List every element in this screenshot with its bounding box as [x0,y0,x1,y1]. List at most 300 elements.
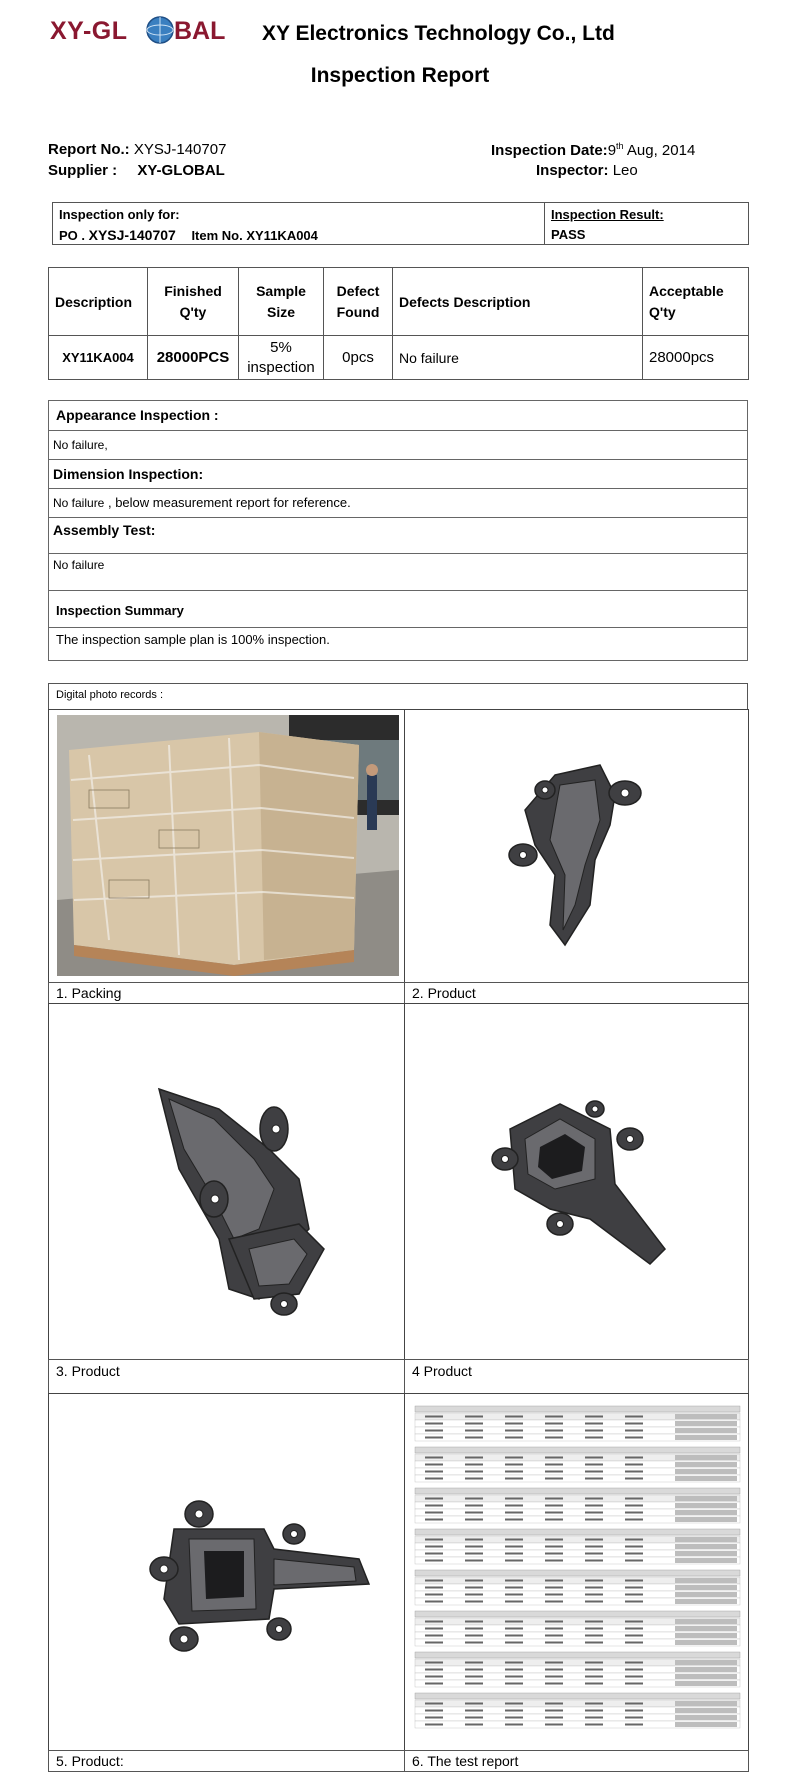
report-text-mark [425,1628,443,1630]
report-text-mark [585,1553,603,1555]
report-text-mark [425,1457,443,1459]
report-block-header [415,1488,740,1494]
caption-3: 3. Product [56,1363,120,1379]
cell-defect-found: 0pcs [324,336,393,380]
report-text-mark [585,1580,603,1582]
cell-sample-size: 5% inspection [239,336,324,380]
report-text-mark [505,1710,523,1712]
report-text-mark [505,1539,523,1541]
product-photo-3 [49,1004,405,1360]
report-text-mark [545,1662,563,1664]
report-text-mark [505,1635,523,1637]
report-text-mark [425,1724,443,1726]
report-text-mark [425,1505,443,1507]
report-text-mark [585,1437,603,1439]
report-text-mark [585,1560,603,1562]
report-shade [675,1708,737,1713]
report-text-mark [585,1478,603,1480]
report-text-mark [625,1512,643,1514]
report-text-mark [505,1683,523,1685]
report-text-mark [505,1628,523,1630]
assembly-body [48,554,748,591]
inspector-value: Leo [612,162,638,179]
report-text-mark [585,1717,603,1719]
report-text-mark [465,1430,483,1432]
appearance-body [48,431,748,460]
date-suffix: th [616,141,624,151]
report-text-mark [465,1601,483,1603]
report-title: Inspection Report [310,64,490,87]
col-finished-qty-header: Finished Q'ty [148,268,239,336]
caption-2-cell [404,982,749,1004]
summary-header [48,591,748,628]
report-text-mark [505,1505,523,1507]
report-text-mark [585,1546,603,1548]
report-text-mark [585,1601,603,1603]
report-text-mark [625,1464,643,1466]
report-text-mark [425,1703,443,1705]
inspector-label: Inspector: [536,162,609,179]
report-text-mark [625,1642,643,1644]
report-text-mark [625,1423,643,1425]
report-text-mark [545,1635,563,1637]
report-text-mark [545,1676,563,1678]
report-text-mark [465,1717,483,1719]
report-text-mark [505,1724,523,1726]
report-text-mark [625,1587,643,1589]
report-text-mark [425,1478,443,1480]
report-shade [675,1469,737,1474]
report-text-mark [465,1512,483,1514]
report-text-mark [625,1437,643,1439]
report-text-mark [625,1724,643,1726]
result-box [544,202,749,245]
report-text-mark [465,1519,483,1521]
report-text-mark [625,1580,643,1582]
report-text-mark [585,1683,603,1685]
table-row [49,336,749,380]
inspector [536,162,638,179]
supplier-label: Supplier : [48,162,118,179]
report-text-mark [465,1546,483,1548]
report-text-mark [585,1669,603,1671]
report-text-mark [585,1512,603,1514]
report-text-mark [545,1587,563,1589]
report-text-mark [465,1587,483,1589]
report-shade [675,1428,737,1433]
report-text-mark [625,1717,643,1719]
report-text-mark [505,1430,523,1432]
report-text-mark [425,1464,443,1466]
report-shade [675,1626,737,1631]
report-text-mark [425,1710,443,1712]
report-text-mark [545,1669,563,1671]
report-text-mark [625,1471,643,1473]
report-text-mark [545,1464,563,1466]
photo-records-title: Digital photo records : [56,689,163,701]
report-shade [675,1414,737,1419]
report-text-mark [465,1642,483,1644]
appearance-text: No failure, [53,438,108,452]
report-shade [675,1421,737,1426]
report-no-value: XYSJ-140707 [133,141,227,158]
report-shade [675,1496,737,1501]
report-text-mark [545,1498,563,1500]
assembly-text: No failure [53,558,105,572]
report-text-mark [425,1539,443,1541]
report-text-mark [545,1457,563,1459]
report-text-mark [625,1676,643,1678]
report-text-mark [465,1457,483,1459]
report-text-mark [625,1560,643,1562]
cell-description: XY11KA004 [49,336,148,380]
report-text-mark [465,1416,483,1418]
appearance-title: Appearance Inspection : [56,407,219,423]
col-description-header: Description [49,268,148,336]
report-shade [675,1578,737,1583]
packing-photo [49,710,405,983]
report-text-mark [585,1505,603,1507]
report-text-mark [465,1662,483,1664]
photo-product-2-cell [404,709,749,983]
report-block-header [415,1529,740,1535]
report-block-header [415,1570,740,1576]
report-text-mark [585,1635,603,1637]
report-text-mark [505,1519,523,1521]
report-text-mark [505,1642,523,1644]
po-line [59,227,318,243]
report-text-mark [545,1430,563,1432]
report-shade [675,1599,737,1604]
report-text-mark [505,1587,523,1589]
photo-packing-cell [48,709,405,983]
report-text-mark [425,1546,443,1548]
report-text-mark [545,1594,563,1596]
report-shade [675,1681,737,1686]
report-text-mark [545,1560,563,1562]
report-text-mark [425,1560,443,1562]
report-text-mark [465,1560,483,1562]
report-no-label: Report No.: [48,141,130,158]
assembly-title: Assembly Test: [53,522,156,538]
report-block-header [415,1611,740,1617]
report-text-mark [465,1423,483,1425]
report-text-mark [545,1512,563,1514]
inspection-date [491,141,695,159]
report-text-mark [425,1642,443,1644]
report-shade [675,1722,737,1727]
report-block-header [415,1693,740,1699]
company-logo [48,12,248,52]
report-text-mark [425,1669,443,1671]
report-text-mark [625,1498,643,1500]
report-shade [675,1701,737,1706]
report-shade [675,1619,737,1624]
report-text-mark [625,1505,643,1507]
report-text-mark [465,1669,483,1671]
report-text-mark [425,1580,443,1582]
report-text-mark [465,1594,483,1596]
report-text-mark [505,1621,523,1623]
report-text-mark [625,1539,643,1541]
report-text-mark [545,1437,563,1439]
result-value: PASS [551,227,586,242]
only-for-label: Inspection only for: [59,207,180,222]
report-text-mark [625,1621,643,1623]
table-header-row [49,268,749,336]
caption-6: 6. The test report [412,1753,519,1769]
report-text-mark [505,1669,523,1671]
result-label: Inspection Result: [551,207,664,222]
scope-box [52,202,545,245]
report-text-mark [545,1683,563,1685]
report-text-mark [545,1423,563,1425]
dimension-header [48,460,748,489]
report-text-mark [425,1437,443,1439]
report-text-mark [625,1601,643,1603]
report-text-mark [625,1416,643,1418]
caption-4-cell [404,1359,749,1394]
po-value: XYSJ-140707 [88,227,176,243]
report-text-mark [425,1512,443,1514]
report-text-mark [465,1498,483,1500]
report-text-mark [585,1430,603,1432]
report-text-mark [505,1478,523,1480]
product-photo-4 [405,1004,749,1360]
report-text-mark [585,1464,603,1466]
report-shade [675,1715,737,1720]
report-text-mark [505,1553,523,1555]
date-label: Inspection Date: [491,142,608,159]
report-shade [675,1517,737,1522]
report-text-mark [465,1464,483,1466]
report-text-mark [585,1676,603,1678]
report-text-mark [625,1669,643,1671]
report-shade [675,1503,737,1508]
summary-body [48,628,748,661]
report-text-mark [625,1683,643,1685]
cell-defects-description: No failure [393,336,643,380]
col-defects-description-header: Defects Description [393,268,643,336]
caption-2: 2. Product [412,985,476,1001]
report-text-mark [585,1594,603,1596]
col-acceptable-qty-header: Acceptable Q'ty [643,268,749,336]
report-text-mark [625,1703,643,1705]
report-text-mark [425,1498,443,1500]
report-text-mark [465,1635,483,1637]
report-text-mark [505,1423,523,1425]
report-text-mark [585,1621,603,1623]
report-text-mark [545,1724,563,1726]
report-block-header [415,1406,740,1412]
report-text-mark [465,1621,483,1623]
report-text-mark [505,1546,523,1548]
report-shade [675,1537,737,1542]
caption-3-cell [48,1359,405,1394]
report-text-mark [425,1519,443,1521]
photo-test-report-cell [404,1393,749,1751]
product-photo-2 [405,710,749,983]
report-text-mark [465,1676,483,1678]
report-text-mark [585,1587,603,1589]
photo-product-4-cell [404,1003,749,1360]
report-text-mark [585,1724,603,1726]
report-text-mark [585,1662,603,1664]
report-text-mark [505,1662,523,1664]
report-text-mark [425,1587,443,1589]
report-shade [675,1640,737,1645]
report-text-mark [545,1546,563,1548]
caption-5-cell [48,1750,405,1772]
report-text-mark [505,1676,523,1678]
report-text-mark [545,1478,563,1480]
report-text-mark [505,1416,523,1418]
assembly-header [48,518,748,554]
report-text-mark [545,1703,563,1705]
report-text-mark [585,1710,603,1712]
report-text-mark [505,1471,523,1473]
report-text-mark [465,1471,483,1473]
cell-acceptable-qty: 28000pcs [643,336,749,380]
report-text-mark [465,1478,483,1480]
report-text-mark [425,1416,443,1418]
report-text-mark [425,1683,443,1685]
photo-records-header [48,683,748,710]
report-text-mark [505,1498,523,1500]
report-shade [675,1592,737,1597]
report-text-mark [545,1580,563,1582]
caption-1: 1. Packing [56,985,122,1001]
report-shade [675,1476,737,1481]
photo-product-3-cell [48,1003,405,1360]
report-text-mark [545,1642,563,1644]
report-text-mark [505,1601,523,1603]
report-text-mark [625,1710,643,1712]
report-text-mark [465,1437,483,1439]
report-text-mark [505,1703,523,1705]
report-text-mark [585,1416,603,1418]
report-shade [675,1674,737,1679]
report-shade [675,1660,737,1665]
report-text-mark [545,1601,563,1603]
report-text-mark [505,1717,523,1719]
report-text-mark [425,1717,443,1719]
company-name: XY Electronics Technology Co., Ltd [262,22,615,45]
report-text-mark [505,1512,523,1514]
report-text-mark [545,1710,563,1712]
caption-5: 5. Product: [56,1753,124,1769]
report-text-mark [585,1519,603,1521]
report-text-mark [505,1580,523,1582]
report-shade [675,1510,737,1515]
report-text-mark [625,1635,643,1637]
report-shade [675,1667,737,1672]
report-text-mark [585,1539,603,1541]
report-text-mark [425,1621,443,1623]
report-text-mark [425,1594,443,1596]
product-photo-5 [49,1394,405,1751]
report-text-mark [425,1601,443,1603]
report-text-mark [625,1546,643,1548]
report-text-mark [545,1717,563,1719]
report-text-mark [585,1703,603,1705]
report-shade [675,1455,737,1460]
report-shade [675,1462,737,1467]
report-text-mark [545,1471,563,1473]
report-text-mark [545,1505,563,1507]
test-report-image [405,1394,749,1751]
report-text-mark [585,1471,603,1473]
date-day: 9 [607,142,617,159]
report-text-mark [625,1594,643,1596]
report-text-mark [465,1553,483,1555]
caption-6-cell [404,1750,749,1772]
report-text-mark [465,1710,483,1712]
report-text-mark [425,1635,443,1637]
report-text-mark [505,1437,523,1439]
report-text-mark [465,1703,483,1705]
summary-text: The inspection sample plan is 100% inspection. [56,632,330,647]
report-text-mark [585,1457,603,1459]
report-text-mark [585,1498,603,1500]
report-shade [675,1558,737,1563]
report-text-mark [625,1457,643,1459]
report-shade [675,1544,737,1549]
report-text-mark [625,1478,643,1480]
report-text-mark [625,1628,643,1630]
report-text-mark [465,1724,483,1726]
report-block-header [415,1447,740,1453]
report-text-mark [545,1519,563,1521]
report-no [48,141,226,158]
report-shade [675,1551,737,1556]
report-text-mark [545,1539,563,1541]
summary-table [48,267,749,380]
report-text-mark [625,1430,643,1432]
report-shade [675,1633,737,1638]
report-text-mark [585,1628,603,1630]
summary-title: Inspection Summary [56,603,184,618]
dimension-text: No failure , below measurement report for reference. [53,495,351,510]
po-label: PO . [59,228,89,243]
appearance-header [48,400,748,431]
report-text-mark [425,1471,443,1473]
caption-4: 4 Product [412,1363,472,1379]
report-text-mark [545,1553,563,1555]
report-text-mark [425,1423,443,1425]
report-text-mark [425,1676,443,1678]
report-text-mark [465,1683,483,1685]
col-defect-found-header: Defect Found [324,268,393,336]
report-shade [675,1585,737,1590]
item-value: XY11KA004 [246,228,318,243]
report-text-mark [625,1662,643,1664]
report-text-mark [625,1553,643,1555]
report-text-mark [425,1553,443,1555]
report-text-mark [585,1642,603,1644]
report-text-mark [545,1628,563,1630]
dimension-body [48,489,748,518]
caption-1-cell [48,982,405,1004]
report-text-mark [585,1423,603,1425]
col-sample-size-header: Sample Size [239,268,324,336]
report-text-mark [465,1539,483,1541]
report-text-mark [545,1416,563,1418]
svg-text:BAL: BAL [174,17,226,45]
cell-finished-qty: 28000PCS [148,336,239,380]
supplier-value: XY-GLOBAL [137,162,225,179]
report-block-header [415,1652,740,1658]
